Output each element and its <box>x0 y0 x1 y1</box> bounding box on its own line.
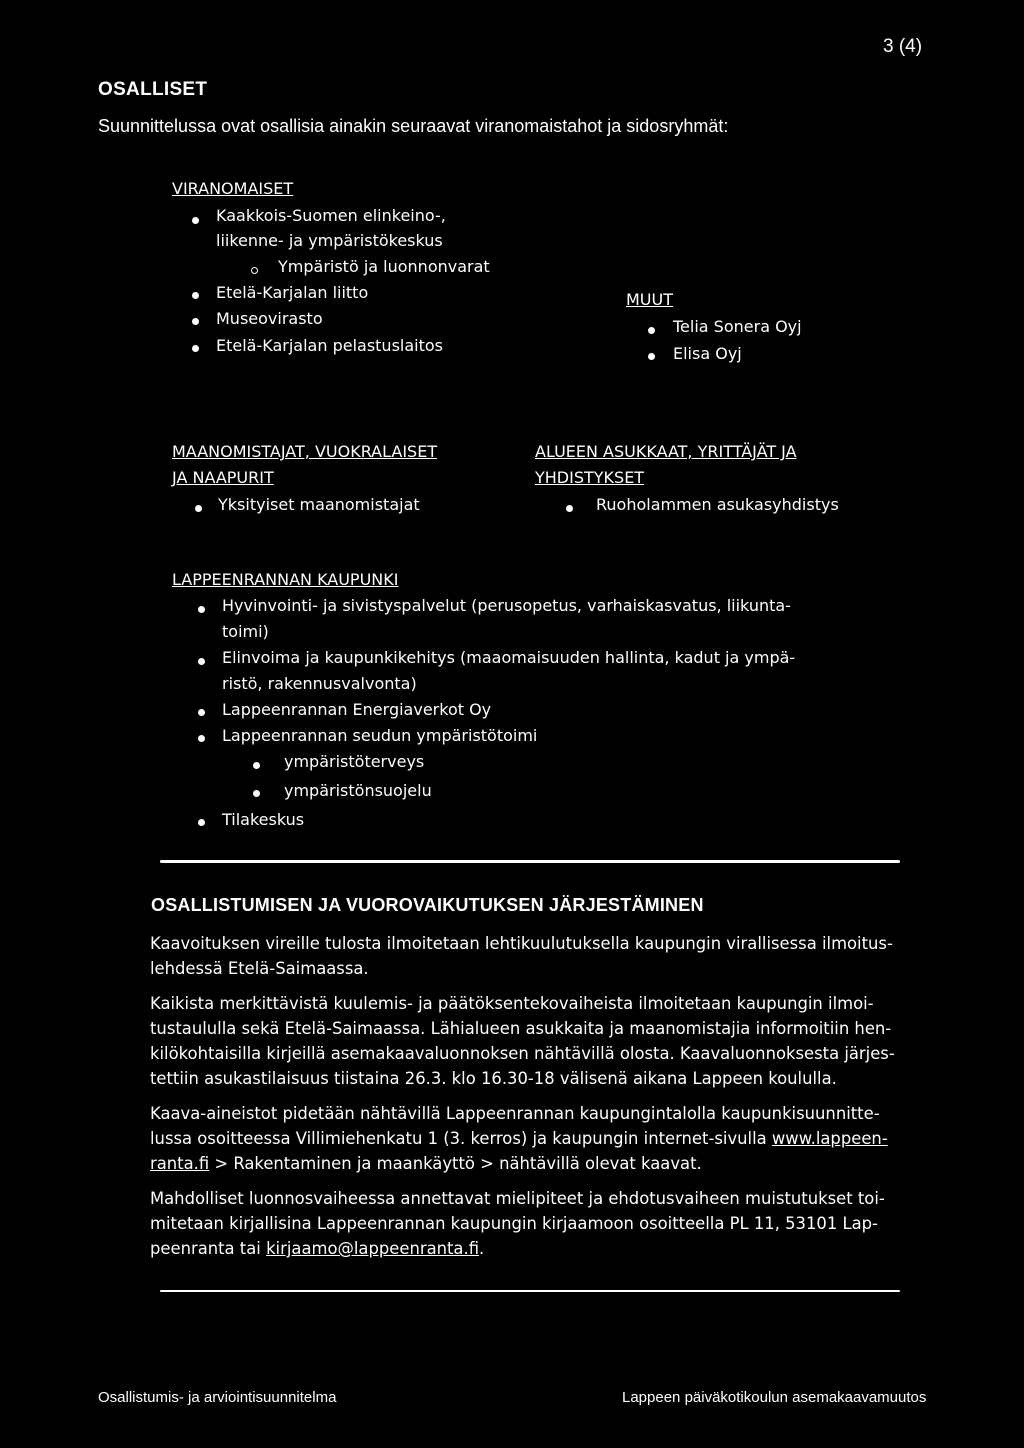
list-item: Etelä-Karjalan pelastuslaitos <box>216 336 443 355</box>
bullet-icon <box>198 709 205 716</box>
text-line: tustaululla sekä Etelä-Saimaassa. Lähialueen asukkaita ja maanomistajia informoitiin hen- <box>150 1019 892 1038</box>
footer-left: Osallistumis- ja arviointisuunnitelma <box>98 1389 337 1406</box>
list-item-continuation: ristö, rakennusvalvonta) <box>222 674 417 693</box>
bullet-icon <box>198 606 205 613</box>
text-line: kilökohtaisilla kirjeillä asemakaavaluonnoksen nähtävillä olosta. Kaavaluonnoksesta järjes- <box>150 1044 895 1063</box>
text-line: Kaava-aineistot pidetään nähtävillä Lappeenrannan kaupungintalolla kaupunkisuunnitte- <box>150 1104 880 1123</box>
bullet-icon <box>253 762 260 769</box>
text-line <box>150 1239 484 1258</box>
group-title-asukkaat: ALUEEN ASUKKAAT, YRITTÄJÄT JA <box>535 442 797 461</box>
bullet-icon <box>648 327 655 334</box>
text-segment: > Rakentaminen ja maankäyttö > nähtävillä olevat kaavat. <box>209 1154 702 1173</box>
text-line: lehdessä Etelä-Saimaassa. <box>150 959 369 978</box>
list-item: Telia Sonera Oyj <box>673 317 802 336</box>
group-title-asukkaat-line2: YHDISTYKSET <box>535 468 645 487</box>
list-item: Tilakeskus <box>222 810 305 829</box>
sub-list-item: ympäristönsuojelu <box>284 781 432 800</box>
list-item: Elisa Oyj <box>673 344 742 363</box>
bullet-icon <box>198 819 205 826</box>
bullet-icon <box>198 735 205 742</box>
horizontal-rule <box>160 1290 900 1292</box>
group-title-muut: MUUT <box>626 290 673 309</box>
page-number: 3 (4) <box>883 36 923 57</box>
list-item: Ruoholammen asukasyhdistys <box>596 495 839 514</box>
list-item: Lappeenrannan seudun ympäristötoimi <box>222 726 538 745</box>
text-segment: lussa osoitteessa Villimiehenkatu 1 (3. kerros) ja kaupungin internet-sivulla <box>150 1129 772 1148</box>
text-segment: . <box>479 1239 485 1258</box>
website-link-continuation[interactable]: ranta.fi <box>150 1154 210 1173</box>
text-line <box>150 1129 888 1148</box>
intro-text: Suunnittelussa ovat osallisia ainakin seuraavat viranomaistahot ja sidosryhmät: <box>98 116 729 136</box>
list-item: Etelä-Karjalan liitto <box>216 283 369 302</box>
list-item: Kaakkois-Suomen elinkeino-, <box>216 206 446 225</box>
bullet-icon <box>192 292 199 299</box>
list-item: Elinvoima ja kaupunkikehitys (maaomaisuuden hallinta, kadut ja ympä- <box>222 648 796 667</box>
bullet-icon <box>192 345 199 352</box>
group-title-maanomistajat-line2: JA NAAPURIT <box>172 468 274 487</box>
text-line: mitetaan kirjallisina Lappeenrannan kaupungin kirjaamoon osoitteella PL 11, 53101 Lap- <box>150 1214 878 1233</box>
list-item: Hyvinvointi- ja sivistyspalvelut (perusopetus, varhaiskasvatus, liikunta- <box>222 596 791 615</box>
text-line <box>150 1154 702 1173</box>
sub-list-item: Ympäristö ja luonnonvarat <box>278 257 490 276</box>
text-line: Kaavoituksen vireille tulosta ilmoitetaan lehtikuulutuksella kaupungin virallisessa ilmoitus- <box>150 934 893 953</box>
text-line: Mahdolliset luonnosvaiheessa annettavat mielipiteet ja ehdotusvaiheen muistutukset toi- <box>150 1189 885 1208</box>
circle-bullet-icon <box>251 267 258 274</box>
group-title-maanomistajat: MAANOMISTAJAT, VUOKRALAISET <box>172 442 438 461</box>
website-link[interactable]: www.lappeen- <box>771 1129 888 1148</box>
group-title-kaupunki: LAPPEENRANNAN KAUPUNKI <box>172 570 399 589</box>
list-item-continuation: toimi) <box>222 622 269 641</box>
list-item: Museovirasto <box>216 309 323 328</box>
group-title-viranomaiset: VIRANOMAISET <box>172 179 294 198</box>
text-line: tettiin asukastilaisuus tiistaina 26.3. klo 16.30-18 välisenä aikana Lappeen koululla. <box>150 1069 837 1088</box>
list-item: Yksityiset maanomistajat <box>218 495 420 514</box>
bullet-icon <box>195 505 202 512</box>
sub-list-item: ympäristöterveys <box>284 752 425 771</box>
list-item-continuation: liikenne- ja ympäristökeskus <box>216 231 443 250</box>
bullet-icon <box>648 353 655 360</box>
email-link[interactable]: kirjaamo@lappeenranta.fi <box>266 1239 480 1258</box>
section-heading-osalliset: OSALLISET <box>98 79 208 100</box>
text-line: Kaikista merkittävistä kuulemis- ja päätöksentekovaiheista ilmoitetaan kaupungin ilmoi- <box>150 994 874 1013</box>
text-segment: peenranta tai <box>150 1239 267 1258</box>
bullet-icon <box>253 790 260 797</box>
horizontal-rule <box>160 860 900 863</box>
bullet-icon <box>566 505 573 512</box>
bullet-icon <box>192 318 199 325</box>
bullet-icon <box>198 658 205 665</box>
footer-right: Lappeen päiväkotikoulun asemakaavamuutos <box>622 1389 927 1406</box>
bullet-icon <box>192 217 199 224</box>
list-item: Lappeenrannan Energiaverkot Oy <box>222 700 492 719</box>
section-heading-participation: OSALLISTUMISEN JA VUOROVAIKUTUKSEN JÄRJESTÄMINEN <box>151 895 704 915</box>
